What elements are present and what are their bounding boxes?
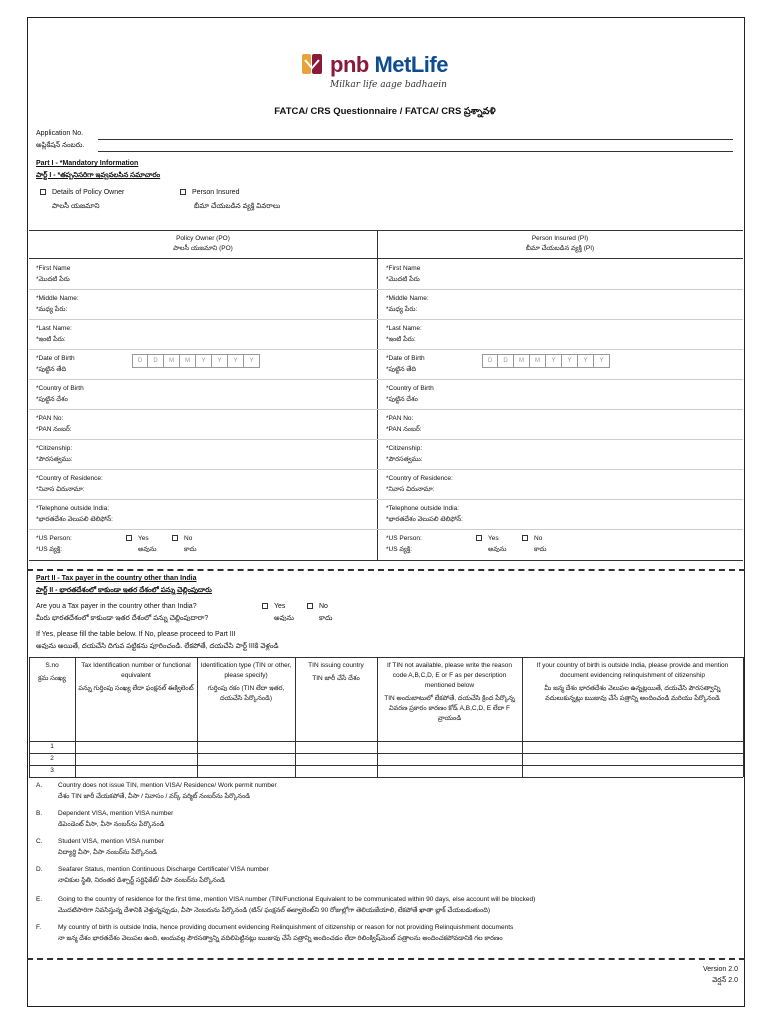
dob-box[interactable]: Y bbox=[546, 354, 562, 368]
pi-dob-boxes[interactable] bbox=[482, 354, 610, 368]
dob-box[interactable]: Y bbox=[212, 354, 228, 368]
tin-cell-input[interactable] bbox=[75, 753, 197, 765]
po-field-label-0: *First Name *మొదటి పేరు bbox=[36, 265, 71, 283]
tin-cell-input[interactable] bbox=[75, 741, 197, 753]
po-field-label-8: *Telephone outside India: *భారతదేశం వెలుపలి టెలిఫోన్: bbox=[36, 505, 113, 523]
po-field-input-6[interactable] bbox=[136, 443, 366, 465]
pi-field-label-4: *Country of Birth *పుట్టిన దేశం bbox=[386, 385, 434, 403]
pi-us-person-no[interactable]: No కాదు bbox=[522, 533, 546, 555]
pi-field-input-5[interactable] bbox=[486, 413, 736, 435]
tin-cell-input[interactable] bbox=[295, 753, 377, 765]
po-field-label-2: *Last Name: *ఇంటి పేరు: bbox=[36, 325, 72, 343]
dob-box[interactable]: D bbox=[132, 354, 148, 368]
dob-box[interactable]: Y bbox=[594, 354, 610, 368]
tin-header-4: If TIN not available, please write the reason code A,B,C,D, E or F as per description mentioned below TIN అందుబాటులో లేకపోతే, దయచేసి క్రింద పేర్కొన్న వివరణ ప్రకారం కారణం కోడ్ A,B,C,D, E లేదా F వ్రాయండి bbox=[384, 662, 515, 722]
pi-field-input-1[interactable] bbox=[486, 293, 736, 315]
part2-instruction-te: అవును అయితే, దయచేసి దిగువ పట్టికను పూరించండి. లేకపోతే, దయచేసి పార్ట్ IIIకి వెళ్లండి bbox=[36, 643, 279, 650]
application-label: Application No. bbox=[36, 130, 84, 137]
option-person-insured[interactable]: Person Insured bbox=[180, 189, 239, 196]
reason-note-b: B. Dependent VISA, mention VISA number డిపెండెంట్ వీసా, వీసా నంబర్‌ను పేర్కొనండి bbox=[36, 810, 174, 828]
pnb-metlife-logo-icon bbox=[300, 52, 324, 76]
section-divider-bottom bbox=[27, 958, 745, 960]
checkbox-icon[interactable] bbox=[180, 189, 186, 195]
brand-tagline: Milkar life aage badhaein bbox=[330, 80, 447, 90]
part2-instruction: If Yes, please fill the table below. If No, please proceed to Part III bbox=[36, 631, 236, 638]
pi-field-label-8: *Telephone outside India: *భారతదేశం వెలుపలి టెలిఫోన్: bbox=[386, 505, 463, 523]
part2-heading-te: పార్ట్ II - భారతదేశంలో కాకుండా ఇతర దేశంలో పన్ను చెల్లింపుదారు bbox=[36, 587, 212, 594]
po-field-input-5[interactable] bbox=[136, 413, 366, 435]
tin-cell-input[interactable] bbox=[197, 741, 295, 753]
pi-field-label-9: *US Person: *US వ్యక్తి: bbox=[386, 535, 422, 553]
tin-header-2: Identification type (TIN or other, please specify) గుర్తింపు రకం (TIN లేదా ఇతర, దయచేసి పేర్కొనండి) bbox=[200, 662, 292, 702]
pi-field-label-7: *Country of Residence: *నివాస చిరునామా: bbox=[386, 475, 453, 493]
col-person-insured-te: బీమా చేయబడిన వ్యక్తి (PI) bbox=[525, 245, 595, 252]
tin-cell-input[interactable] bbox=[377, 741, 522, 753]
col-policy-owner-te: పాలసీ యజమాని (PO) bbox=[173, 245, 233, 252]
po-field-label-4: *Country of Birth *పుట్టిన దేశం bbox=[36, 385, 84, 403]
reason-note-a: A. Country does not issue TIN, mention VISA/ Residence/ Work permit number దేశం TIN జారీ చేయకపోతే, వీసా / నివాసం / వర్క్ పర్మిట్ నంబర్‌ను పేర్కొనండి bbox=[36, 782, 277, 800]
brand-name: pnb MetLife bbox=[330, 52, 448, 77]
dob-box[interactable]: M bbox=[180, 354, 196, 368]
po-field-label-5: *PAN No: *PAN నంబర్: bbox=[36, 415, 72, 433]
po-field-input-8[interactable] bbox=[136, 503, 366, 525]
tin-row-number: 2 bbox=[50, 755, 54, 762]
part2-yes-te: అవును bbox=[274, 615, 294, 622]
po-us-person-no[interactable]: No కాదు bbox=[172, 533, 196, 555]
application-label-te: అప్లికేషన్ నంబరు. bbox=[36, 142, 85, 149]
pi-field-label-3: *Date of Birth *పుట్టిన తేది bbox=[386, 355, 425, 373]
tin-cell-input[interactable] bbox=[197, 753, 295, 765]
checkbox-icon[interactable] bbox=[522, 535, 528, 541]
dob-box[interactable]: D bbox=[148, 354, 164, 368]
tin-cell-input[interactable] bbox=[377, 753, 522, 765]
dob-box[interactable]: D bbox=[482, 354, 498, 368]
part1-heading-te: పార్ట్ I - *తప్పనిసరిగా ఇవ్వవలసిన సమాచారం bbox=[36, 172, 161, 179]
part2-heading: Part II - Tax payer in the country other than India bbox=[36, 575, 197, 582]
dob-box[interactable]: Y bbox=[562, 354, 578, 368]
checkbox-icon[interactable] bbox=[126, 535, 132, 541]
po-field-label-6: *Citizenship: *పౌరసత్వము: bbox=[36, 445, 73, 463]
part2-question-te: మీరు భారతదేశంలో కాకుండా ఇతర దేశంలో పన్ను చెల్లింపుదారా? bbox=[36, 615, 209, 622]
po-field-input-0[interactable] bbox=[136, 263, 366, 285]
checkbox-icon[interactable] bbox=[262, 603, 268, 609]
po-field-input-2[interactable] bbox=[136, 323, 366, 345]
part2-yes-option[interactable]: Yes bbox=[262, 603, 285, 610]
reason-note-c: C. Student VISA, mention VISA number విద్యార్థి వీసా, వీసా నంబర్‌ను పేర్కొనండి bbox=[36, 838, 164, 856]
tin-cell-input[interactable] bbox=[377, 765, 522, 777]
po-field-input-7[interactable] bbox=[136, 473, 366, 495]
col-policy-owner: Policy Owner (PO) bbox=[176, 235, 230, 242]
application-number-field[interactable] bbox=[98, 139, 733, 140]
po-field-input-1[interactable] bbox=[136, 293, 366, 315]
dob-box[interactable]: Y bbox=[578, 354, 594, 368]
section-divider bbox=[27, 569, 745, 571]
pi-field-label-6: *Citizenship: *పౌరసత్వము: bbox=[386, 445, 423, 463]
tin-header-0: S.no క్రమ సంఖ్య bbox=[38, 662, 66, 682]
brand-logo bbox=[300, 52, 490, 96]
pi-field-input-6[interactable] bbox=[486, 443, 736, 465]
po-dob-boxes[interactable] bbox=[132, 354, 260, 368]
po-field-input-4[interactable] bbox=[136, 383, 366, 405]
part2-no-te: కాదు bbox=[319, 615, 333, 622]
checkbox-icon[interactable] bbox=[172, 535, 178, 541]
checkbox-icon[interactable] bbox=[40, 189, 46, 195]
po-field-input-9[interactable] bbox=[136, 533, 366, 555]
po-field-label-1: *Middle Name: *మధ్య పేరు: bbox=[36, 295, 79, 313]
page-title: FATCA/ CRS Questionnaire / FATCA/ CRS ప్రశ్నావళి bbox=[274, 106, 496, 117]
dob-box[interactable]: M bbox=[530, 354, 546, 368]
tin-row-number: 3 bbox=[50, 767, 54, 774]
pi-field-label-2: *Last Name: *ఇంటి పేరు: bbox=[386, 325, 422, 343]
pi-us-person-yes[interactable]: Yes అవును bbox=[476, 533, 507, 555]
tin-cell-input[interactable] bbox=[75, 765, 197, 777]
application-number-field-te[interactable] bbox=[98, 151, 733, 152]
pi-field-label-0: *First Name *మొదటి పేరు bbox=[386, 265, 421, 283]
option-policy-owner-te: పాలసీ యజమాని bbox=[52, 203, 100, 210]
checkbox-icon[interactable] bbox=[307, 603, 313, 609]
tin-header-3: TIN issuing country TIN జారీ చేసే దేశం bbox=[308, 662, 364, 682]
tin-cell-input[interactable] bbox=[522, 765, 743, 777]
reason-note-f: F. My country of birth is outside India, hence providing document evidencing Relinquishment of citizenship or reason for not providing Relinquishment documents నా జన్మ దేశం భారతదేశం వెలుపల ఉంది, అందువల్ల పౌరసత్వాన్ని వదిలిపెట్టినట్లు ఋజువు చేసే పత్రాన్ని అందించడం లేదా రిలింక్విష్‌మెంట్ పత్రాలను అందించకపోవడానికి గల కారణం bbox=[36, 924, 514, 942]
part2-question: Are you a Tax payer in the country other than India? bbox=[36, 603, 197, 610]
reason-note-e: E. Going to the country of residence for the first time, mention VISA number (TIN/Functional Equivalent to be communicated within 90 days, else account will be blocked) మొదటిసారిగా నివసిస్తున్న దేశానికి వెళ్తున్నప్పుడు, వీసా నెంబరును పేర్కొనండి (టిన్/ ఫంక్షనల్ ఈక్వాలెంట్‌ని 90 రోజుల్లోగా తెలియజేయాలి, లేకపోతే ఖాతా బ్లాక్ చేయబడుతుంది) bbox=[36, 896, 536, 914]
dob-box[interactable]: D bbox=[498, 354, 514, 368]
tin-row-number: 1 bbox=[50, 743, 54, 750]
tin-cell-input[interactable] bbox=[522, 753, 743, 765]
po-field-label-9: *US Person: *US వ్యక్తి: bbox=[36, 535, 72, 553]
col-person-insured: Person Insured (PI) bbox=[531, 235, 589, 242]
dob-box[interactable]: M bbox=[164, 354, 180, 368]
pi-field-input-8[interactable] bbox=[486, 503, 736, 525]
checkbox-icon[interactable] bbox=[476, 535, 482, 541]
reason-note-d: D. Seafarer Status, mention Continuous Discharge Certificate/ VISA number నావికుల స్థితి, నిరంతర డిశ్చార్జ్ సర్టిఫికేట్/ వీసా నంబర్‌ను పేర్కొనండి bbox=[36, 866, 269, 884]
po-field-label-7: *Country of Residence: *నివాస చిరునామా: bbox=[36, 475, 103, 493]
po-us-person-yes[interactable]: Yes అవును bbox=[126, 533, 157, 555]
dob-box[interactable]: Y bbox=[196, 354, 212, 368]
option-policy-owner[interactable]: Details of Policy Owner bbox=[40, 189, 124, 196]
pi-field-label-1: *Middle Name: *మధ్య పేరు: bbox=[386, 295, 429, 313]
pi-field-input-2[interactable] bbox=[486, 323, 736, 345]
tin-cell-input[interactable] bbox=[295, 765, 377, 777]
pi-field-label-5: *PAN No: *PAN నంబర్: bbox=[386, 415, 422, 433]
pi-field-input-4[interactable] bbox=[486, 383, 736, 405]
tin-header-1: Tax Identification number or functional equivalent పన్ను గుర్తింపు సంఖ్య లేదా ఫంక్షనల్ ఈక్విలెంట్ bbox=[78, 662, 194, 692]
option-person-insured-te: బీమా చేయబడిన వ్యక్తి వివరాలు bbox=[194, 203, 281, 210]
tin-cell-input[interactable] bbox=[295, 741, 377, 753]
part1-heading: Part I - *Mandatory Information bbox=[36, 160, 139, 167]
tin-cell-input[interactable] bbox=[522, 741, 743, 753]
tin-cell-input[interactable] bbox=[197, 765, 295, 777]
dob-box[interactable]: Y bbox=[244, 354, 260, 368]
po-field-label-3: *Date of Birth *పుట్టిన తేది bbox=[36, 355, 75, 373]
dob-box[interactable]: M bbox=[514, 354, 530, 368]
version-label: Version 2.0 వెర్షన్ 2.0 bbox=[702, 966, 738, 984]
part2-no-option[interactable]: No bbox=[307, 603, 328, 610]
dob-box[interactable]: Y bbox=[228, 354, 244, 368]
pi-field-input-7[interactable] bbox=[486, 473, 736, 495]
pi-field-input-0[interactable] bbox=[486, 263, 736, 285]
tin-header-5: If your country of birth is outside India, please provide and mention document evidencing relinquishment of citizenship మీ జన్మ దేశం భారతదేశం వెలుపల ఉన్నట్లయితే, దయచేసి పౌరసత్వాన్ని వదులుకున్నట్లు ఋజువు చేసే పత్రాన్ని అందించండి మరియు పేర్కొనండి bbox=[536, 662, 729, 702]
